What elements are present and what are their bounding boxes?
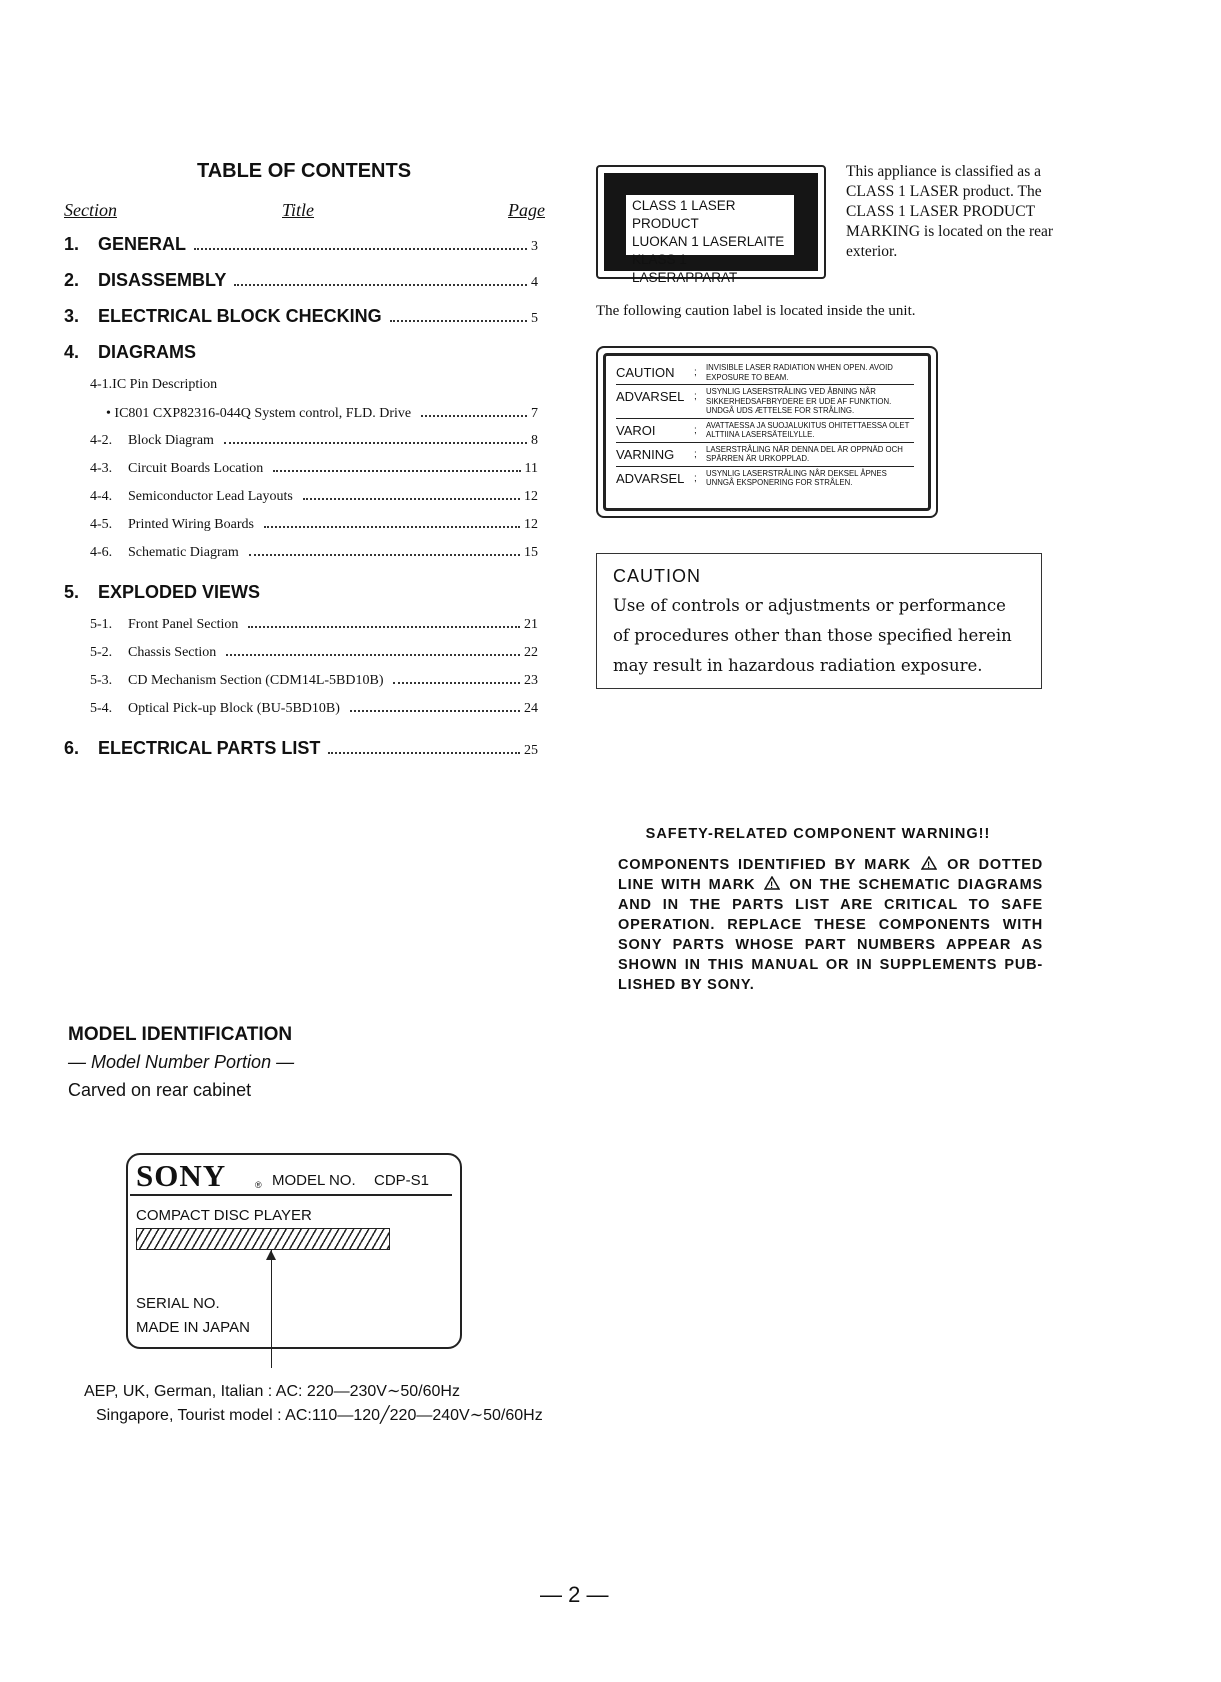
- item-number: 4-2.: [90, 433, 113, 448]
- leader-dots: [224, 442, 527, 444]
- item-page: 22: [524, 645, 538, 660]
- toc-section-electrical-block: [64, 306, 538, 327]
- model-number-hatch: [136, 1228, 390, 1250]
- toc-item-front-panel: [90, 617, 538, 633]
- section-number: 6.: [64, 738, 80, 758]
- toc-item-circuit-boards: [90, 461, 538, 477]
- caution-row: [616, 467, 914, 491]
- safety-heading: SAFETY-RELATED COMPONENT WARNING!!: [645, 826, 991, 842]
- separator: ;: [694, 367, 697, 378]
- caution-msg: AVATTAESSA JA SUOJALUKITUS OHITETTAESSA OLET ALTTIINA LASERSÄTEILYLLE.: [706, 420, 910, 439]
- item-title: CD Mechanism Section (CDM14L-5BD10B): [128, 673, 384, 688]
- caution-msg: LASERSTRÅLING NÄR DENNA DEL ÄR OPPNÄD OCH SPÄRREN ÄR URKOPPLAD.: [706, 444, 903, 463]
- caution-lang: ADVARSEL: [616, 389, 685, 404]
- power-spec-singapore: Singapore, Tourist model : AC:110—120╱220—240V∼50/60Hz: [96, 1407, 543, 1424]
- section-title: ELECTRICAL BLOCK CHECKING: [98, 306, 382, 326]
- section-page: 3: [531, 239, 538, 254]
- safety-text: COMPONENTS IDENTIFIED BY MARK: [618, 857, 911, 873]
- leader-dots: [194, 248, 527, 250]
- item-page: 24: [524, 701, 538, 716]
- safety-body: [618, 855, 1043, 995]
- class1-laser-label: [596, 165, 826, 285]
- made-in-label: MADE IN JAPAN: [136, 1319, 250, 1336]
- classification-text: This appliance is classified as a CLASS 1 LASER product. The CLASS 1 LASER PRODUCT MARKING is located on the rear exterior.: [846, 163, 1054, 260]
- safety-text: ON THE SCHEMATIC DIAGRAMS AND IN THE PARTS LIST ARE CRITICAL TO SAFE OPERATION. REPLACE THESE COMPONENTS WITH SONY PARTS WHOSE PART NUMBERS APPEAR AS SHOWN IN THIS MANUAL OR IN SUPPLEMENTS PUB-LISHED BY SONY.: [618, 877, 1043, 993]
- model-number-value: CDP-S1: [374, 1172, 430, 1189]
- plate-divider: [130, 1194, 452, 1196]
- laser-line: CLASS 1 LASER PRODUCT: [632, 198, 736, 231]
- leader-dots: [350, 710, 520, 712]
- pointer-line: [271, 1250, 272, 1368]
- leader-dots: [249, 554, 520, 556]
- multilingual-caution-label: [596, 346, 938, 518]
- page-number: — 2 —: [540, 1582, 609, 1607]
- section-title: EXPLODED VIEWS: [98, 582, 261, 602]
- section-number: 5.: [64, 582, 80, 602]
- item-page: 8: [531, 433, 538, 448]
- caution-body: Use of controls or adjustments or performance of procedures other than those specified herein may result in hazardous radiation exposure.: [613, 596, 1012, 675]
- toc-item-semiconductor: [90, 489, 538, 505]
- leader-dots: [273, 470, 520, 472]
- toc-header-page: Page: [508, 200, 545, 220]
- caution-lang: VAROI: [616, 422, 656, 438]
- separator: ;: [694, 472, 697, 484]
- item-number: 5-3.: [90, 673, 113, 688]
- section-title: GENERAL: [98, 234, 187, 254]
- item-title: Chassis Section: [128, 645, 217, 660]
- toc-item-block-diagram: [90, 433, 538, 449]
- model-number-label: MODEL NO.: [272, 1172, 356, 1189]
- laser-label-text: [626, 195, 794, 285]
- caution-row: [616, 419, 914, 443]
- model-id-heading: MODEL IDENTIFICATION: [68, 1024, 293, 1045]
- toc-section-diagrams: [64, 342, 538, 363]
- safety-text: OR DOTTED LINE WITH MARK: [618, 857, 1043, 893]
- model-id-subheading: — Model Number Portion —: [68, 1052, 295, 1072]
- caution-row: [616, 361, 914, 385]
- item-title: Front Panel Section: [128, 617, 239, 632]
- leader-dots: [264, 526, 520, 528]
- item-number: 4-1.: [90, 377, 113, 392]
- caution-label-intro: The following caution label is located inside the unit.: [596, 303, 916, 319]
- item-title: Block Diagram: [128, 433, 214, 448]
- item-number: 4-3.: [90, 461, 113, 476]
- caution-msg: USYNLIG LASERSTRÅLING VED ÅBNING NÅR SIKKERHEDSAFBRYDERE ER UDE AF FUNKTION. UNDGÅ UDS ÆTTELSE FOR STRÅLING.: [706, 387, 892, 415]
- separator: ;: [694, 424, 697, 436]
- leader-dots: [421, 415, 527, 417]
- caution-label-inner: [603, 353, 931, 511]
- section-page: 5: [531, 311, 538, 326]
- laser-line: KLASS 1 LASERAPPARAT: [632, 252, 738, 285]
- section-title: DISASSEMBLY: [98, 270, 227, 290]
- item-page: 12: [524, 489, 538, 504]
- item-page: 23: [524, 673, 538, 688]
- toc-section-general: [64, 234, 538, 255]
- warning-triangle-icon: [921, 856, 937, 870]
- warning-triangle-icon: [764, 876, 780, 890]
- item-page: 11: [524, 461, 538, 476]
- item-page: 21: [524, 617, 538, 632]
- toc-header-section: Section: [64, 200, 117, 220]
- item-title: Circuit Boards Location: [128, 461, 264, 476]
- toc-header-title: Title: [282, 200, 315, 220]
- item-title: Schematic Diagram: [128, 545, 239, 560]
- toc-item-ic801: [106, 406, 538, 422]
- leader-dots: [393, 682, 520, 684]
- serial-label: SERIAL NO.: [136, 1295, 220, 1312]
- leader-dots: [248, 626, 520, 628]
- laser-line: LUOKAN 1 LASERLAITE: [632, 234, 785, 249]
- item-title: Semiconductor Lead Layouts: [128, 489, 293, 504]
- caution-lang: ADVARSEL: [616, 470, 685, 486]
- toc-item-printed-wiring: [90, 517, 538, 533]
- caution-row: [616, 385, 914, 419]
- caution-msg: INVISIBLE LASER RADIATION WHEN OPEN. AVOID EXPOSURE TO BEAM.: [706, 363, 893, 382]
- power-spec-aep: AEP, UK, German, Italian : AC: 220—230V∼50/60Hz: [84, 1383, 460, 1400]
- svg-text:!: !: [770, 880, 775, 890]
- item-title: • IC801 CXP82316-044Q System control, FLD. Drive: [106, 406, 412, 421]
- toc-title: TABLE OF CONTENTS: [196, 160, 412, 182]
- section-title: ELECTRICAL PARTS LIST: [98, 738, 321, 758]
- caution-lang: CAUTION: [616, 365, 675, 380]
- registered-mark: ®: [255, 1180, 262, 1190]
- section-number: 4.: [64, 342, 80, 362]
- item-number: 4-5.: [90, 517, 113, 532]
- section-page: 25: [524, 743, 538, 758]
- toc-section-exploded: [64, 582, 538, 603]
- separator: ;: [694, 391, 697, 402]
- item-number: 4-4.: [90, 489, 113, 504]
- item-number: 5-1.: [90, 617, 113, 632]
- leader-dots: [234, 284, 527, 286]
- caution-lang: VARNING: [616, 446, 675, 462]
- section-page: 4: [531, 275, 538, 290]
- item-page: 7: [531, 406, 538, 421]
- toc-item-optical-pickup: [90, 701, 538, 717]
- caution-row: [616, 443, 914, 467]
- sony-logo: SONY: [136, 1158, 227, 1193]
- leader-dots: [303, 498, 520, 500]
- toc-item-schematic: [90, 545, 538, 561]
- item-title: IC Pin Description: [112, 377, 218, 392]
- section-number: 1.: [64, 234, 80, 254]
- item-page: 15: [524, 545, 538, 560]
- separator: ;: [694, 448, 697, 460]
- svg-text:!: !: [927, 860, 931, 870]
- leader-dots: [226, 654, 520, 656]
- item-number: 4-6.: [90, 545, 113, 560]
- item-number: 5-2.: [90, 645, 113, 660]
- toc-section-parts-list: [64, 738, 538, 759]
- toc-item-cd-mechanism: [90, 673, 538, 689]
- leader-dots: [328, 752, 520, 754]
- section-number: 3.: [64, 306, 80, 326]
- model-id-caption: Carved on rear cabinet: [68, 1080, 252, 1100]
- item-number: 5-4.: [90, 701, 113, 716]
- product-name: COMPACT DISC PLAYER: [136, 1207, 312, 1224]
- section-title: DIAGRAMS: [98, 342, 196, 362]
- arrow-up-icon: [266, 1250, 276, 1260]
- caution-box: [596, 553, 1042, 689]
- item-page: 12: [524, 517, 538, 532]
- toc-section-disassembly: [64, 270, 538, 291]
- section-number: 2.: [64, 270, 80, 290]
- laser-label-frame: [604, 173, 818, 285]
- toc-item-chassis: [90, 645, 538, 661]
- item-title: Printed Wiring Boards: [128, 517, 254, 532]
- item-title: Optical Pick-up Block (BU-5BD10B): [128, 701, 340, 716]
- caution-heading: CAUTION: [613, 566, 701, 586]
- leader-dots: [390, 320, 527, 322]
- caution-msg: USYNLIG LASERSTRÅLING NÅR DEKSEL ÅPNES UNNGÅ EKSPONERING FOR STRÅLEN.: [706, 468, 887, 487]
